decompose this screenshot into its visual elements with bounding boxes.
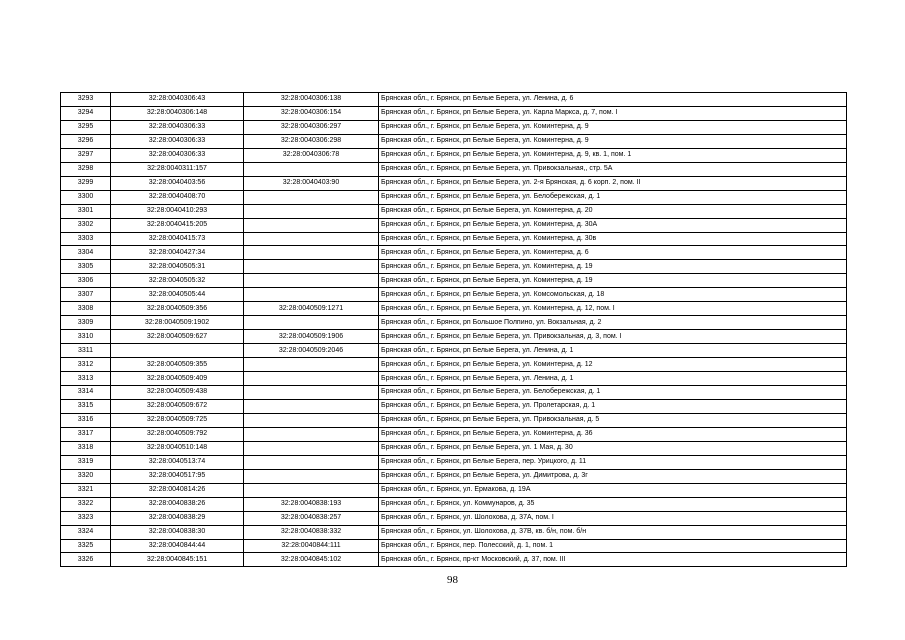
table-row xyxy=(61,162,847,176)
table-row xyxy=(61,204,847,218)
address-cell: Брянская обл., г. Брянск, рп Белые Берега, ул. 2-я Брянская, д. 6 корп. 2, пом. II xyxy=(379,176,847,190)
building-cadastral-number-cell xyxy=(244,469,379,483)
land-cadastral-number-cell: 32:28:0040509:1902 xyxy=(111,316,244,330)
land-cadastral-number-cell: 32:28:0040415:73 xyxy=(111,232,244,246)
row-number-cell: 3295 xyxy=(61,120,111,134)
table-row xyxy=(61,386,847,400)
address-cell: Брянская обл., г. Брянск, рп Белые Берега, пер. Урицкого, д. 11 xyxy=(379,455,847,469)
address-cell: Брянская обл., г. Брянск, рп Белые Берега, ул. Коминтерна, д. 19 xyxy=(379,274,847,288)
land-cadastral-number-cell: 32:28:0040510:148 xyxy=(111,441,244,455)
building-cadastral-number-cell xyxy=(244,413,379,427)
row-number-cell: 3315 xyxy=(61,399,111,413)
land-cadastral-number-cell: 32:28:0040509:355 xyxy=(111,358,244,372)
building-cadastral-number-cell: 32:28:0040509:1906 xyxy=(244,330,379,344)
land-cadastral-number-cell: 32:28:0040306:33 xyxy=(111,148,244,162)
address-cell: Брянская обл., г. Брянск, ул. Шолохова, д. 37А, пом. I xyxy=(379,511,847,525)
row-number-cell: 3326 xyxy=(61,553,111,567)
land-cadastral-number-cell: 32:28:0040408:70 xyxy=(111,190,244,204)
address-cell: Брянская обл., г. Брянск, рп Белые Берега, ул. 1 Мая, д. 30 xyxy=(379,441,847,455)
address-cell: Брянская обл., г. Брянск, рп Белые Берега, ул. Ленина, д. 6 xyxy=(379,93,847,107)
building-cadastral-number-cell: 32:28:0040306:298 xyxy=(244,134,379,148)
land-cadastral-number-cell: 32:28:0040844:44 xyxy=(111,539,244,553)
row-number-cell: 3319 xyxy=(61,455,111,469)
row-number-cell: 3308 xyxy=(61,302,111,316)
table-row xyxy=(61,106,847,120)
table-row xyxy=(61,330,847,344)
building-cadastral-number-cell xyxy=(244,162,379,176)
address-cell: Брянская обл., г. Брянск, рп Белые Берега, ул. Коминтерна, д. 20 xyxy=(379,204,847,218)
building-cadastral-number-cell xyxy=(244,260,379,274)
building-cadastral-number-cell: 32:28:0040306:154 xyxy=(244,106,379,120)
land-cadastral-number-cell: 32:28:0040509:672 xyxy=(111,399,244,413)
land-cadastral-number-cell xyxy=(111,344,244,358)
address-cell: Брянская обл., г. Брянск, рп Белые Берега, ул. Коминтерна, д. 9, кв. 1, пом. 1 xyxy=(379,148,847,162)
address-cell: Брянская обл., г. Брянск, рп Белые Берега, ул. Белобережская, д. 1 xyxy=(379,190,847,204)
table-row xyxy=(61,511,847,525)
building-cadastral-number-cell xyxy=(244,218,379,232)
land-cadastral-number-cell: 32:28:0040509:356 xyxy=(111,302,244,316)
building-cadastral-number-cell: 32:28:0040838:257 xyxy=(244,511,379,525)
land-cadastral-number-cell: 32:28:0040517:95 xyxy=(111,469,244,483)
land-cadastral-number-cell: 32:28:0040505:32 xyxy=(111,274,244,288)
building-cadastral-number-cell: 32:28:0040838:193 xyxy=(244,497,379,511)
building-cadastral-number-cell xyxy=(244,386,379,400)
row-number-cell: 3320 xyxy=(61,469,111,483)
row-number-cell: 3293 xyxy=(61,93,111,107)
row-number-cell: 3309 xyxy=(61,316,111,330)
row-number-cell: 3297 xyxy=(61,148,111,162)
land-cadastral-number-cell: 32:28:0040306:33 xyxy=(111,120,244,134)
table-row xyxy=(61,469,847,483)
table-row xyxy=(61,316,847,330)
row-number-cell: 3322 xyxy=(61,497,111,511)
land-cadastral-number-cell: 32:28:0040838:30 xyxy=(111,525,244,539)
table-row xyxy=(61,413,847,427)
building-cadastral-number-cell: 32:28:0040845:102 xyxy=(244,553,379,567)
land-cadastral-number-cell: 32:28:0040306:43 xyxy=(111,93,244,107)
building-cadastral-number-cell xyxy=(244,399,379,413)
row-number-cell: 3316 xyxy=(61,413,111,427)
land-cadastral-number-cell: 32:28:0040814:26 xyxy=(111,483,244,497)
table-row xyxy=(61,218,847,232)
land-cadastral-number-cell: 32:28:0040509:792 xyxy=(111,427,244,441)
building-cadastral-number-cell xyxy=(244,358,379,372)
address-cell: Брянская обл., г. Брянск, рп Белые Берега, ул. Ленина, д. 1 xyxy=(379,344,847,358)
building-cadastral-number-cell: 32:28:0040509:1271 xyxy=(244,302,379,316)
address-cell: Брянская обл., г. Брянск, рп Большое Полпино, ул. Вокзальная, д. 2 xyxy=(379,316,847,330)
table-row xyxy=(61,455,847,469)
table-row xyxy=(61,93,847,107)
address-cell: Брянская обл., г. Брянск, рп Белые Берега, ул. Привокзальная, д. 3, пом. I xyxy=(379,330,847,344)
building-cadastral-number-cell xyxy=(244,441,379,455)
table-row xyxy=(61,483,847,497)
address-cell: Брянская обл., г. Брянск, рп Белые Берега, ул. Димитрова, д. 3г xyxy=(379,469,847,483)
land-cadastral-number-cell: 32:28:0040415:205 xyxy=(111,218,244,232)
table-row xyxy=(61,399,847,413)
row-number-cell: 3324 xyxy=(61,525,111,539)
building-cadastral-number-cell xyxy=(244,288,379,302)
row-number-cell: 3321 xyxy=(61,483,111,497)
row-number-cell: 3313 xyxy=(61,372,111,386)
address-cell: Брянская обл., г. Брянск, рп Белые Берега, ул. Комсомольская, д. 18 xyxy=(379,288,847,302)
table-row xyxy=(61,553,847,567)
row-number-cell: 3312 xyxy=(61,358,111,372)
row-number-cell: 3323 xyxy=(61,511,111,525)
land-cadastral-number-cell: 32:28:0040845:151 xyxy=(111,553,244,567)
address-cell: Брянская обл., г. Брянск, рп Белые Берега, ул. Привокзальная, д. 5 xyxy=(379,413,847,427)
address-cell: Брянская обл., г. Брянск, рп Белые Берега, ул. Белобережская, д. 1 xyxy=(379,386,847,400)
land-cadastral-number-cell: 32:28:0040838:26 xyxy=(111,497,244,511)
land-cadastral-number-cell: 32:28:0040427:34 xyxy=(111,246,244,260)
row-number-cell: 3296 xyxy=(61,134,111,148)
address-cell: Брянская обл., г. Брянск, пер. Полесский, д. 1, пом. 1 xyxy=(379,539,847,553)
address-cell: Брянская обл., г. Брянск, рп Белые Берега, ул. Коминтерна, д. 19 xyxy=(379,260,847,274)
address-cell: Брянская обл., г. Брянск, рп Белые Берега, ул. Коминтерна, д. 12, пом. I xyxy=(379,302,847,316)
land-cadastral-number-cell: 32:28:0040509:725 xyxy=(111,413,244,427)
land-cadastral-number-cell: 32:28:0040513:74 xyxy=(111,455,244,469)
table-row xyxy=(61,190,847,204)
address-cell: Брянская обл., г. Брянск, рп Белые Берега, ул. Пролетарская, д. 1 xyxy=(379,399,847,413)
table-row xyxy=(61,120,847,134)
building-cadastral-number-cell: 32:28:0040509:2046 xyxy=(244,344,379,358)
registry-table-body xyxy=(61,93,847,567)
building-cadastral-number-cell: 32:28:0040306:78 xyxy=(244,148,379,162)
address-cell: Брянская обл., г. Брянск, ул. Шолохова, д. 37В, кв. б/н, пом. б/н xyxy=(379,525,847,539)
land-cadastral-number-cell: 32:28:0040509:627 xyxy=(111,330,244,344)
building-cadastral-number-cell xyxy=(244,455,379,469)
table-row xyxy=(61,232,847,246)
table-row xyxy=(61,344,847,358)
building-cadastral-number-cell xyxy=(244,483,379,497)
building-cadastral-number-cell xyxy=(244,274,379,288)
land-cadastral-number-cell: 32:28:0040838:29 xyxy=(111,511,244,525)
row-number-cell: 3310 xyxy=(61,330,111,344)
address-cell: Брянская обл., г. Брянск, рп Белые Берега, ул. Коминтерна, д. 9 xyxy=(379,120,847,134)
land-cadastral-number-cell: 32:28:0040306:33 xyxy=(111,134,244,148)
land-cadastral-number-cell: 32:28:0040509:409 xyxy=(111,372,244,386)
building-cadastral-number-cell xyxy=(244,427,379,441)
table-row xyxy=(61,525,847,539)
row-number-cell: 3318 xyxy=(61,441,111,455)
row-number-cell: 3311 xyxy=(61,344,111,358)
registry-table xyxy=(60,92,847,567)
table-row xyxy=(61,441,847,455)
building-cadastral-number-cell: 32:28:0040844:111 xyxy=(244,539,379,553)
row-number-cell: 3317 xyxy=(61,427,111,441)
row-number-cell: 3325 xyxy=(61,539,111,553)
land-cadastral-number-cell: 32:28:0040505:44 xyxy=(111,288,244,302)
building-cadastral-number-cell xyxy=(244,246,379,260)
table-row xyxy=(61,274,847,288)
building-cadastral-number-cell: 32:28:0040838:332 xyxy=(244,525,379,539)
row-number-cell: 3299 xyxy=(61,176,111,190)
row-number-cell: 3307 xyxy=(61,288,111,302)
land-cadastral-number-cell: 32:28:0040505:31 xyxy=(111,260,244,274)
address-cell: Брянская обл., г. Брянск, рп Белые Берега, ул. Привокзальная,, стр. 5А xyxy=(379,162,847,176)
table-row xyxy=(61,134,847,148)
table-row xyxy=(61,427,847,441)
row-number-cell: 3306 xyxy=(61,274,111,288)
address-cell: Брянская обл., г. Брянск, рп Белые Берега, ул. Коминтерна, д. 12 xyxy=(379,358,847,372)
page-number: 98 xyxy=(447,574,458,586)
row-number-cell: 3302 xyxy=(61,218,111,232)
table-row xyxy=(61,497,847,511)
address-cell: Брянская обл., г. Брянск, пр-кт Московский, д. 37, пом. III xyxy=(379,553,847,567)
row-number-cell: 3305 xyxy=(61,260,111,274)
address-cell: Брянская обл., г. Брянск, рп Белые Берега, ул. Коминтерна, д. 6 xyxy=(379,246,847,260)
building-cadastral-number-cell xyxy=(244,204,379,218)
land-cadastral-number-cell: 32:28:0040410:293 xyxy=(111,204,244,218)
address-cell: Брянская обл., г. Брянск, рп Белые Берега, ул. Карла Маркса, д. 7, пом. I xyxy=(379,106,847,120)
address-cell: Брянская обл., г. Брянск, рп Белые Берега, ул. Ленина, д. 1 xyxy=(379,372,847,386)
table-row xyxy=(61,539,847,553)
table-row xyxy=(61,260,847,274)
row-number-cell: 3294 xyxy=(61,106,111,120)
land-cadastral-number-cell: 32:28:0040306:148 xyxy=(111,106,244,120)
building-cadastral-number-cell: 32:28:0040403:90 xyxy=(244,176,379,190)
land-cadastral-number-cell: 32:28:0040311:157 xyxy=(111,162,244,176)
row-number-cell: 3300 xyxy=(61,190,111,204)
row-number-cell: 3304 xyxy=(61,246,111,260)
land-cadastral-number-cell: 32:28:0040509:438 xyxy=(111,386,244,400)
row-number-cell: 3301 xyxy=(61,204,111,218)
address-cell: Брянская обл., г. Брянск, рп Белые Берега, ул. Коминтерна, д. 30А xyxy=(379,218,847,232)
table-row xyxy=(61,246,847,260)
address-cell: Брянская обл., г. Брянск, ул. Ермакова, д. 19А xyxy=(379,483,847,497)
row-number-cell: 3314 xyxy=(61,386,111,400)
address-cell: Брянская обл., г. Брянск, рп Белые Берега, ул. Коминтерна, д. 30в xyxy=(379,232,847,246)
table-row xyxy=(61,372,847,386)
address-cell: Брянская обл., г. Брянск, ул. Коммунаров, д. 35 xyxy=(379,497,847,511)
address-cell: Брянская обл., г. Брянск, рп Белые Берега, ул. Коминтерна, д. 36 xyxy=(379,427,847,441)
building-cadastral-number-cell xyxy=(244,372,379,386)
row-number-cell: 3303 xyxy=(61,232,111,246)
building-cadastral-number-cell: 32:28:0040306:297 xyxy=(244,120,379,134)
table-row xyxy=(61,148,847,162)
address-cell: Брянская обл., г. Брянск, рп Белые Берега, ул. Коминтерна, д. 9 xyxy=(379,134,847,148)
building-cadastral-number-cell xyxy=(244,316,379,330)
land-cadastral-number-cell: 32:28:0040403:56 xyxy=(111,176,244,190)
building-cadastral-number-cell: 32:28:0040306:138 xyxy=(244,93,379,107)
row-number-cell: 3298 xyxy=(61,162,111,176)
table-row xyxy=(61,288,847,302)
table-row xyxy=(61,176,847,190)
table-row xyxy=(61,358,847,372)
table-row xyxy=(61,302,847,316)
building-cadastral-number-cell xyxy=(244,232,379,246)
building-cadastral-number-cell xyxy=(244,190,379,204)
